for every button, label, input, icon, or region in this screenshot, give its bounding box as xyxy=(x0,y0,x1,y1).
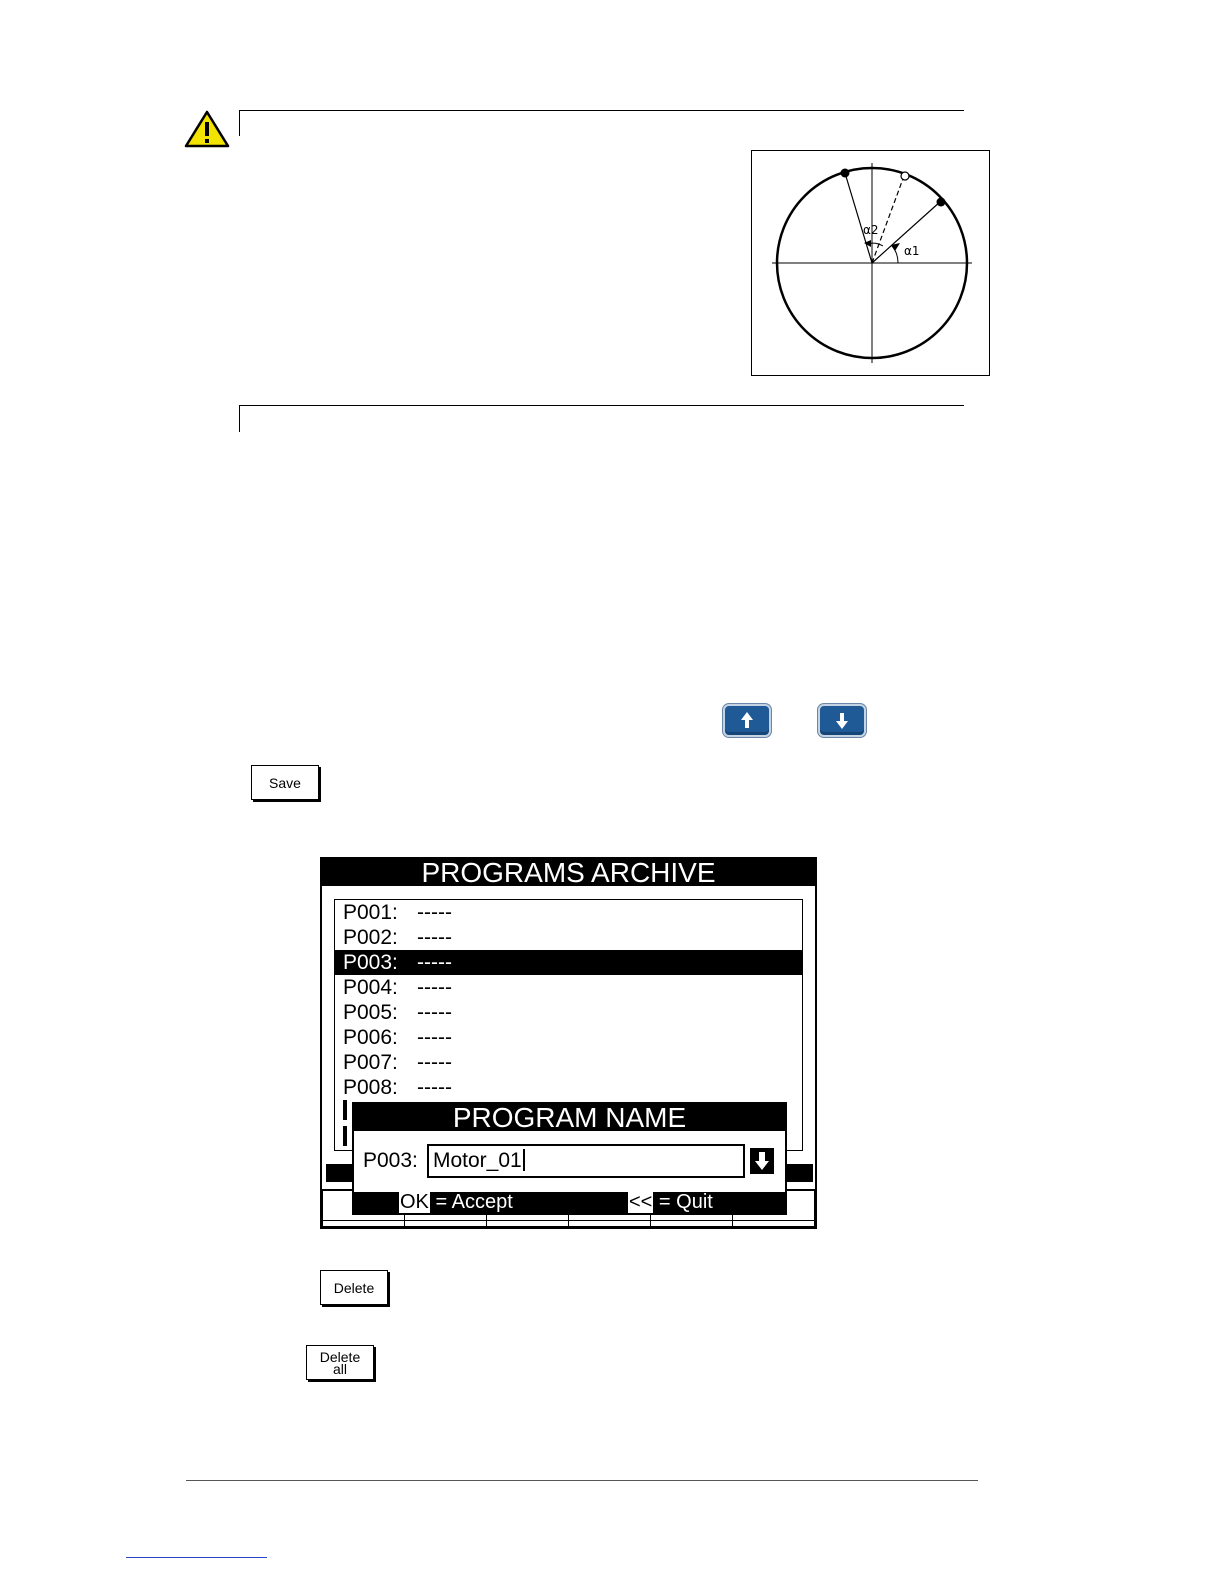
program-name: ----- xyxy=(417,1026,452,1049)
arrow-down-icon xyxy=(820,706,864,735)
alpha1-label: α1 xyxy=(904,244,920,258)
ok-key-label: OK xyxy=(400,1191,429,1213)
quit-hint: = Quit xyxy=(658,1191,713,1213)
list-item[interactable] xyxy=(335,975,802,1000)
screen-title: PROGRAMS ARCHIVE xyxy=(322,859,815,886)
list-item-selected[interactable] xyxy=(335,950,802,975)
arrow-up-icon xyxy=(725,706,769,735)
warning-icon xyxy=(184,110,230,148)
program-code: P002: xyxy=(343,926,398,949)
dialog-program-label: P003: xyxy=(363,1149,418,1172)
hidden-row-edge xyxy=(343,1100,347,1120)
dialog-title: PROGRAM NAME xyxy=(354,1104,785,1131)
list-item[interactable] xyxy=(335,925,802,950)
delete-all-button[interactable] xyxy=(306,1345,374,1380)
warning-bottom-rule xyxy=(239,405,964,406)
alpha2-label: α2 xyxy=(863,223,879,237)
program-name-input[interactable] xyxy=(427,1144,745,1178)
dropdown-button[interactable] xyxy=(750,1148,774,1174)
program-code: P004: xyxy=(343,976,398,999)
back-key-label: << xyxy=(629,1191,653,1213)
program-code: P008: xyxy=(343,1076,398,1099)
list-item[interactable] xyxy=(335,1075,802,1100)
program-name: ----- xyxy=(417,1076,452,1099)
footer-link-underline xyxy=(126,1557,267,1558)
program-code: P003: xyxy=(343,951,398,974)
up-arrow-key[interactable] xyxy=(723,704,771,737)
delete-button-label: Delete xyxy=(333,1279,375,1296)
hidden-row-edge xyxy=(343,1126,347,1146)
dialog-footer xyxy=(354,1192,785,1213)
text-caret xyxy=(523,1149,525,1171)
program-code: P006: xyxy=(343,1026,398,1049)
down-arrow-key[interactable] xyxy=(818,704,866,737)
warning-bottom-tick xyxy=(239,405,240,432)
delete-all-label-line1: Delete xyxy=(319,1348,361,1365)
program-name: ----- xyxy=(417,951,452,974)
list-item[interactable] xyxy=(335,1025,802,1050)
angle-diagram xyxy=(751,150,990,376)
program-code: P005: xyxy=(343,1001,398,1024)
program-code: P001: xyxy=(343,901,398,924)
program-name-value: Motor_01 xyxy=(433,1149,522,1172)
program-name-dialog xyxy=(352,1102,787,1215)
program-name: ----- xyxy=(417,1051,452,1074)
list-item[interactable] xyxy=(335,1000,802,1025)
warning-top-tick xyxy=(239,110,240,136)
save-button[interactable] xyxy=(251,765,319,800)
save-button-label: Save xyxy=(269,774,301,791)
list-item[interactable] xyxy=(335,1050,802,1075)
delete-button[interactable] xyxy=(320,1270,388,1305)
list-item[interactable] xyxy=(335,900,802,925)
program-name: ----- xyxy=(417,901,452,924)
program-name: ----- xyxy=(417,976,452,999)
warning-top-rule xyxy=(239,110,964,111)
arrow-down-icon xyxy=(750,1148,774,1174)
footer-rule xyxy=(186,1480,978,1481)
programs-archive-screen xyxy=(320,857,817,1229)
program-name: ----- xyxy=(417,1001,452,1024)
accept-hint: = Accept xyxy=(435,1191,513,1213)
program-name: ----- xyxy=(417,926,452,949)
delete-all-label-line2: all xyxy=(332,1360,347,1377)
program-code: P007: xyxy=(343,1051,398,1074)
